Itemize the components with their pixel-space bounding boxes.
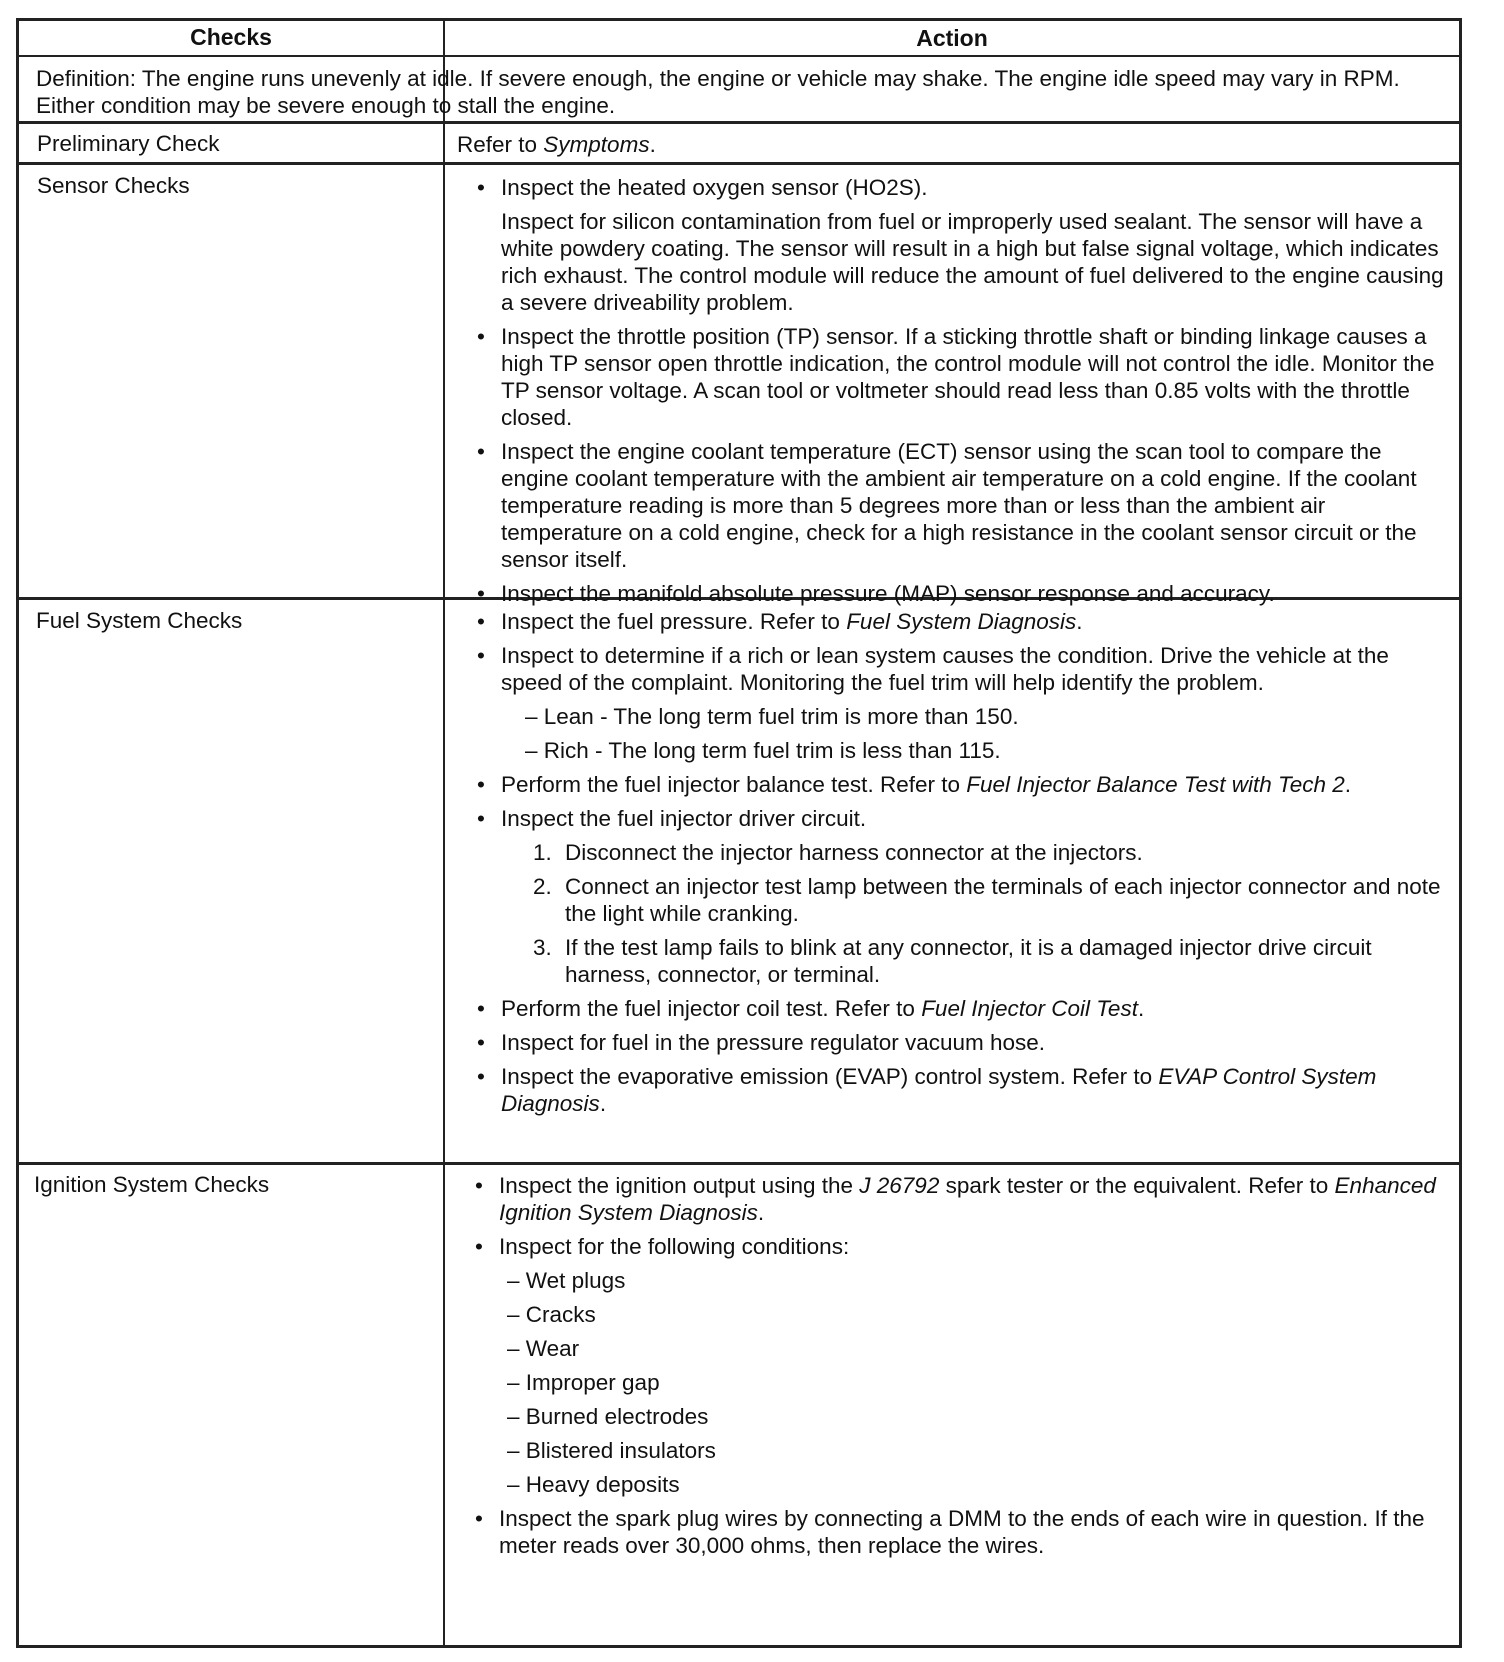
text: Inspect to determine if a rich or lean system causes the condition. Drive the vehicle at the speed of the complaint. Monitoring the fuel trim will help identify the problem. <box>501 643 1389 695</box>
bullet-icon: • <box>477 324 485 349</box>
definition-text: Definition: The engine runs unevenly at idle. If severe enough, the engine or vehicle may shake. The engine idle speed may vary in RPM. Either condition may be severe enough to stall the engine. <box>36 66 1400 118</box>
list-item <box>477 805 1445 832</box>
condition-item: – Burned electrodes <box>507 1404 709 1429</box>
list-item <box>477 771 1445 798</box>
step-text: Connect an injector test lamp between the terminals of each injector connector and note the light while cranking. <box>565 874 1441 926</box>
step-number: 3. <box>533 935 552 960</box>
step-number: 2. <box>533 874 552 899</box>
text: Inspect the manifold absolute pressure (MAP) sensor response and accuracy. <box>501 581 1275 606</box>
diagnosis-table <box>16 18 1462 1648</box>
condition-item: – Wear <box>507 1336 580 1361</box>
text: . <box>1076 609 1083 634</box>
text: . <box>1137 996 1145 1021</box>
bullet-icon: • <box>477 1030 485 1055</box>
text: Refer to <box>457 132 544 157</box>
bullet-icon: • <box>477 175 485 200</box>
text: . <box>1344 772 1352 797</box>
list-item <box>475 1172 1445 1226</box>
ignition-system-checks-actions <box>475 1172 1445 1566</box>
text: spark tester or the equivalent. Refer to <box>939 1173 1335 1198</box>
ho2s-detail-paragraph: Inspect for silicon contamination from fuel or improperly used sealant. The sensor will have a white powdery coating. The sensor will result in a high but false signal voltage, which indicates rich exhaust. The control module will reduce the amount of fuel delivered to the engine causing a severe driveability problem. <box>501 209 1444 315</box>
fuel-system-checks-label: Fuel System Checks <box>36 608 243 633</box>
bullet-icon: • <box>475 1234 483 1259</box>
spark-tester-tool: J 26792 <box>859 1173 940 1198</box>
text: . <box>599 1091 607 1116</box>
step-text: If the test lamp fails to blink at any connector, it is a damaged injector drive circuit harness, connector, or terminal. <box>565 935 1372 987</box>
ignition-diagnosis-reference: Enhanced Ignition System Diagnosis <box>499 1173 1436 1225</box>
fuel-system-diagnosis-reference: Fuel System Diagnosis <box>846 609 1077 634</box>
preliminary-check-label: Preliminary Check <box>37 131 220 156</box>
row-divider <box>19 55 1459 57</box>
numbered-step <box>477 934 1445 988</box>
sub-item-rich: – Rich - The long term fuel trim is less than 115. <box>525 738 1001 763</box>
ignition-system-checks-label: Ignition System Checks <box>34 1172 270 1197</box>
column-divider <box>443 21 445 1648</box>
list-item <box>475 1233 1445 1260</box>
text: Inspect the throttle position (TP) sensor. If a sticking throttle shaft or binding linkage causes a high TP sensor open throttle indication, the control module will not control the idle. Monitor the TP sensor voltage. A scan tool or voltmeter should read less than 0.85 volts with the throttle closed. <box>501 324 1435 430</box>
bullet-icon: • <box>477 609 485 634</box>
text: Inspect for fuel in the pressure regulator vacuum hose. <box>501 1030 1046 1055</box>
text: Inspect the ignition output using the <box>499 1173 860 1198</box>
bullet-icon: • <box>477 581 485 606</box>
bullet-icon: • <box>477 772 485 797</box>
sub-item-lean: – Lean - The long term fuel trim is more than 150. <box>525 704 1019 729</box>
bullet-icon: • <box>475 1506 483 1531</box>
list-item <box>475 1505 1445 1559</box>
list-item <box>477 174 1445 201</box>
list-item <box>477 608 1445 635</box>
symptoms-reference: Symptoms <box>543 132 650 157</box>
list-item <box>477 995 1445 1022</box>
row-divider <box>19 121 1459 124</box>
row-divider <box>19 162 1459 165</box>
fuel-system-checks-actions <box>477 608 1445 1124</box>
sensor-checks-label: Sensor Checks <box>37 173 190 198</box>
step-number: 1. <box>533 840 552 865</box>
text: Inspect the spark plug wires by connecting a DMM to the ends of each wire in question. If the meter reads over 30,000 ohms, then replace the wires. <box>499 1506 1425 1558</box>
text: Inspect for the following conditions: <box>499 1234 850 1259</box>
step-text: Disconnect the injector harness connector at the injectors. <box>565 840 1143 865</box>
text: Inspect the engine coolant temperature (ECT) sensor using the scan tool to compare the engine coolant temperature with the ambient air temperature on a cold engine. If the coolant temperature reading is more than 5 degrees more than or less than the ambient air temperature on a cold engine, check for a high resistance in the coolant sensor circuit or the sensor itself. <box>501 439 1417 572</box>
bullet-icon: • <box>477 643 485 668</box>
injector-balance-test-reference: Fuel Injector Balance Test with Tech 2 <box>966 772 1345 797</box>
condition-item: – Blistered insulators <box>507 1438 716 1463</box>
condition-item: – Cracks <box>507 1302 596 1327</box>
text: Inspect the fuel injector driver circuit. <box>501 806 867 831</box>
condition-item: – Heavy deposits <box>507 1472 680 1497</box>
bullet-icon: • <box>477 996 485 1021</box>
sensor-checks-actions <box>477 174 1445 614</box>
column-header-checks: Checks <box>190 24 272 50</box>
bullet-icon: • <box>477 439 485 464</box>
condition-item: – Improper gap <box>507 1370 660 1395</box>
text: Inspect the heated oxygen sensor (HO2S). <box>501 175 928 200</box>
column-header-action: Action <box>916 25 988 51</box>
text: Inspect the fuel pressure. Refer to <box>501 609 847 634</box>
condition-item: – Wet plugs <box>507 1268 626 1293</box>
preliminary-check-action <box>457 131 656 158</box>
row-divider <box>19 1162 1459 1165</box>
evap-diagnosis-reference: EVAP Control System Diagnosis <box>501 1064 1377 1116</box>
bullet-icon: • <box>477 1064 485 1089</box>
list-item <box>477 580 1445 607</box>
text: Inspect the evaporative emission (EVAP) control system. Refer to <box>501 1064 1159 1089</box>
list-item <box>477 438 1445 573</box>
text: . <box>649 132 656 157</box>
list-item <box>477 1029 1445 1056</box>
text: Perform the fuel injector coil test. Refer to <box>501 996 922 1021</box>
bullet-icon: • <box>475 1173 483 1198</box>
text: . <box>757 1200 765 1225</box>
numbered-step <box>477 839 1445 866</box>
injector-coil-test-reference: Fuel Injector Coil Test <box>921 996 1138 1021</box>
numbered-step <box>477 873 1445 927</box>
text: Perform the fuel injector balance test. Refer to <box>501 772 967 797</box>
list-item <box>477 642 1445 696</box>
list-item <box>477 1063 1445 1117</box>
bullet-icon: • <box>477 806 485 831</box>
list-item <box>477 323 1445 431</box>
